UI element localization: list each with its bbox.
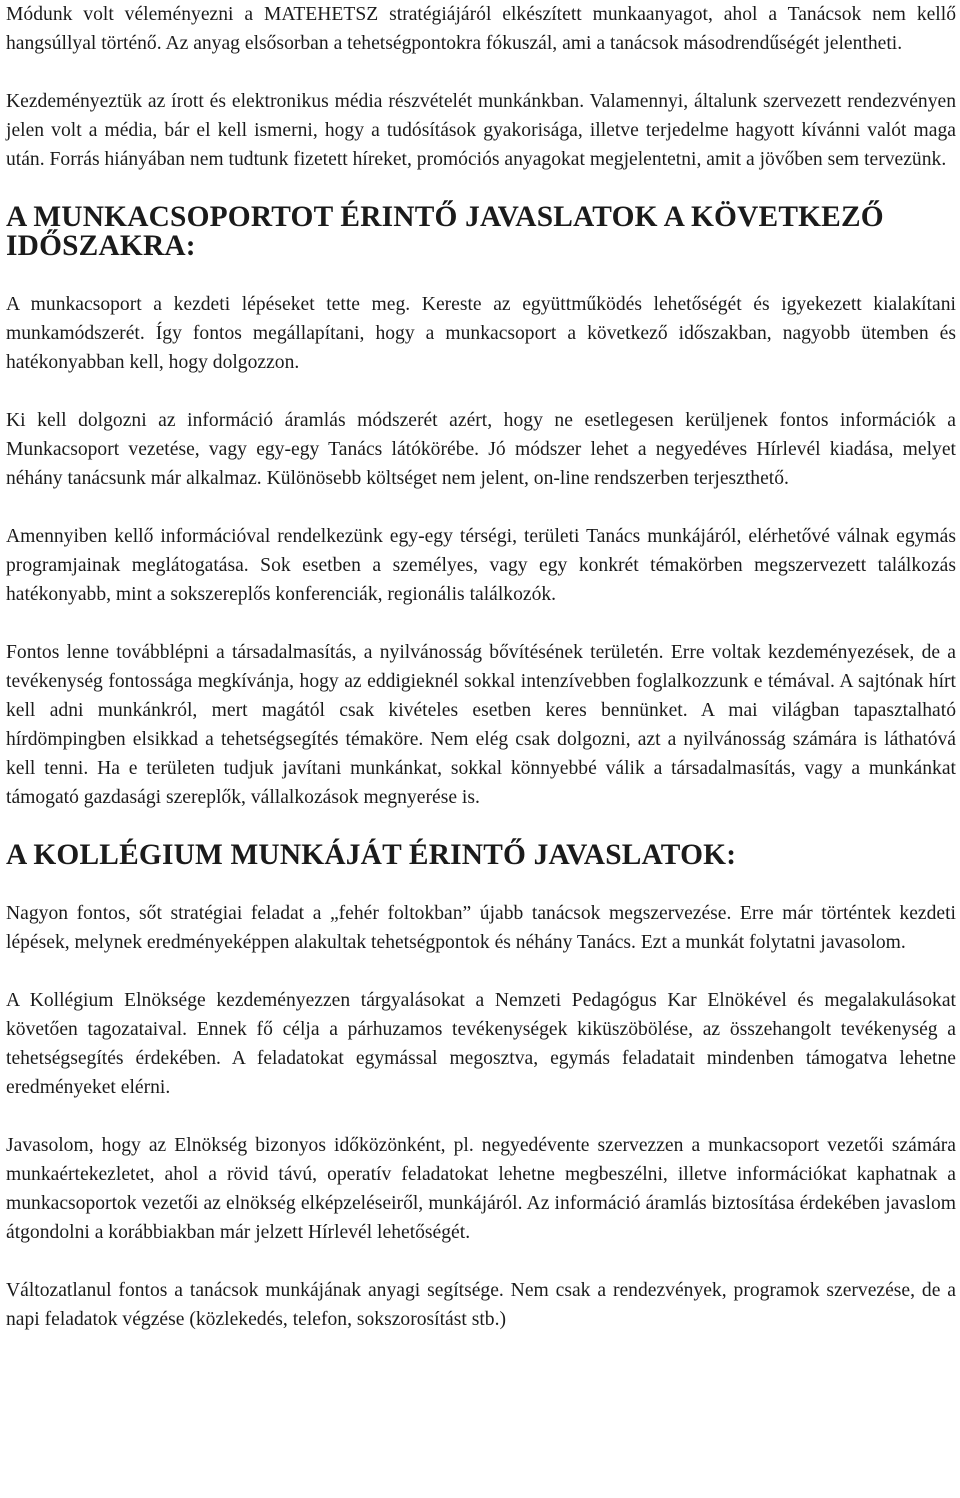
heading-college-proposals: A KOLLÉGIUM MUNKÁJÁT ÉRINTŐ JAVASLATOK: [6, 839, 737, 871]
paragraph-information-flow: Ki kell dolgozni az információ áramlás módszerét azért, hogy ne esetlegesen kerüljenek fontos információk a Munkacsoport vezetése, vagy egy-egy Tanács látókörébe. Jó módszer lehet a negyedéves Hírlevél kiadása, melyet néhány tanácsunk már alkalmaz. Különösebb költséget nem jelent, on-line rendszerben terjeszthető. [6, 410, 956, 489]
heading-workgroup-proposals: A MUNKACSOPORTOT ÉRINTŐ JAVASLATOK A KÖVETKEZŐ IDŐSZAKRA: [6, 201, 884, 262]
paragraph-board-meetings: Javasolom, hogy az Elnökség bizonyos időközönként, pl. negyedévente szervezzen a munkacsoport vezetői számára munkaértekezletet, ahol a rövid távú, operatív feladatokat lehetne megbeszélni, illetve információkat kaphatnak a munkacsoportok vezetői az elnökség elképzeléseiről, munkájáról. Az információ áramlás biztosítása érdekében javaslom átgondolni a korábbiakban már jelzett Hírlevél lehetőségét. [6, 1135, 956, 1243]
paragraph-media-participation: Kezdeményeztük az írott és elektronikus média részvételét munkánkban. Valamennyi, általunk szervezett rendezvényen jelen volt a média, bár el kell ismerni, hogy a tudósítások gyakorisága, illetve terjedelme hagyott kívánni valót maga után. Forrás hiányában nem tudtunk fizetett híreket, promóciós anyagokat megjelentetni, amit a jövőben sem tervezünk. [6, 91, 956, 170]
paragraph-strategy-review: Módunk volt véleményezni a MATEHETSZ stratégiájáról elkészített munkaanyagot, ahol a Tanácsok nem kellő hangsúllyal történő. Az anyag elsősorban a tehetségpontokra fókuszál, ami a tanácsok másodrendűségét jelentheti. [6, 4, 956, 54]
paragraph-teacher-chamber-talks: A Kollégium Elnöksége kezdeményezzen tárgyalásokat a Nemzeti Pedagógus Kar Elnökével és megalakulásokat követően tagozataival. Ennek fő célja a párhuzamos tevékenységek kiküszöbölése, az összehangolt tevékenység a tehetségsegítés érdekében. A feladatokat egymással megosztva, egymás feladatait mindenben támogatva lehetne eredményeket elérni. [6, 990, 956, 1098]
paragraph-new-councils: Nagyon fontos, sőt stratégiai feladat a „fehér foltokban” újabb tanácsok megszervezése. Erre már történtek kezdeti lépések, melynek eredményeképpen alakultak tehetségpontok és néhány Tanács. Ezt a munkát folytatni javasolom. [6, 903, 956, 953]
paragraph-publicity: Fontos lenne továbblépni a társadalmasítás, a nyilvánosság bővítésének területén. Erre voltak kezdeményezések, de a tevékenység fontossága megkívánja, hogy az eddigieknél sokkal intenzívebben foglalkozzunk e témával. A sajtónak hírt kell adni munkánkról, mert magától csak kivételes esetben keres bennünket. A mai világban tapasztalható hírdömpingben elsikkad a tehetségsegítés témaköre. Nem elég csak dolgozni, azt a nyilvánosság számára is láthatóvá kell tenni. Ha e területen tudjuk javítani munkánkat, sokkal könnyebbé válik a társadalmasítás, vagy a munkánkat támogató gazdasági szereplők, vállalkozások megnyerése is. [6, 642, 956, 808]
paragraph-workgroup-first-steps: A munkacsoport a kezdeti lépéseket tette meg. Kereste az együttműködés lehetőségét és igyekezett kialakítani munkamódszerét. Így fontos megállapítani, hogy a munkacsoport a következő időszakban, nagyobb ütemben és hatékonyabban kell, hogy dolgozzon. [6, 294, 956, 373]
paragraph-council-visits: Amennyiben kellő információval rendelkezünk egy-egy térségi, területi Tanács munkájáról, elérhetővé válnak egymás programjainak meglátogatása. Sok esetben a személyes, vagy egy konkrét témakörben megszervezett találkozás hatékonyabb, mint a sokszereplős konferenciák, regionális találkozók. [6, 526, 956, 605]
paragraph-financial-support: Változatlanul fontos a tanácsok munkájának anyagi segítsége. Nem csak a rendezvények, programok szervezése, de a napi feladatok végzése (közlekedés, telefon, sokszorosítást stb.) [6, 1280, 956, 1330]
